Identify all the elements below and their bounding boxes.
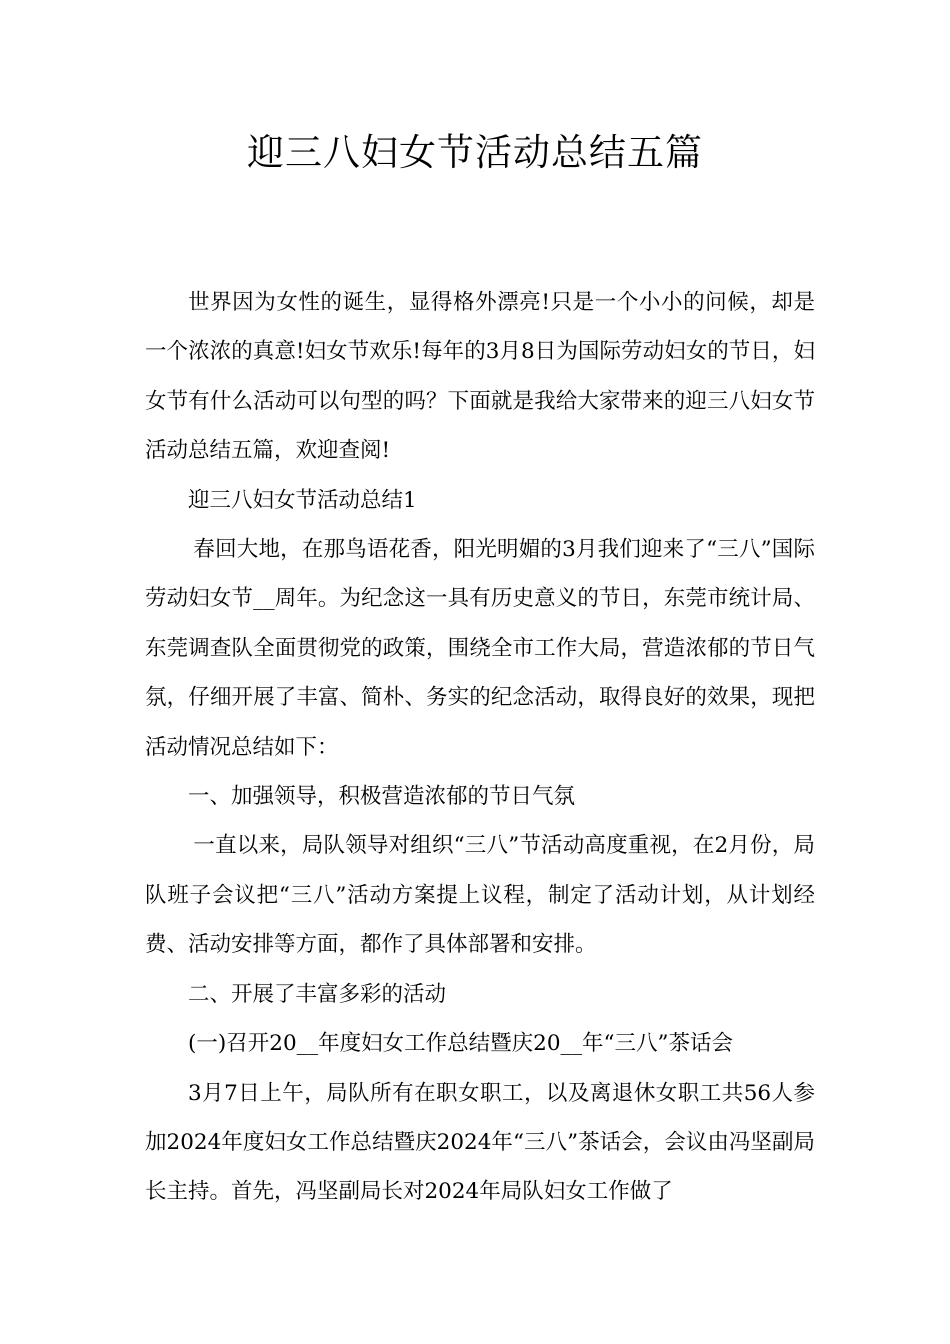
paragraph-spring: 春回大地，在那鸟语花香，阳光明媚的3月我们迎来了“三八”国际劳动妇女节__周年。为纪念这一具有历史意义的节日，东莞市统计局、东莞调查队全面贯彻党的政策，围绕全市工作大局，营造浓郁的节日气氛，仔细开展了丰富、简朴、务实的纪念活动，取得良好的效果，现把活动情况总结如下： [145, 537, 815, 760]
section-heading-leadership: 一、加强领导，积极营造浓郁的节日气氛 [188, 784, 576, 810]
paragraph-tea-party: 3月7日上午，局队所有在职女职工，以及离退休女职工共56人参加2024年度妇女工作总结暨庆2024年“三八”茶话会，会议由冯坚副局长主持。首先，冯坚副局长对2024年局队妇女工作做了 [145, 1080, 815, 1205]
document-title: 迎三八妇女节活动总结五篇 [247, 131, 703, 174]
section-heading-summary-1: 迎三八妇女节活动总结1 [188, 487, 417, 513]
subheading-tea-party: (一)召开20__年度妇女工作总结暨庆20__年“三八”茶话会 [188, 1031, 733, 1057]
paragraph-leadership: 一直以来，局队领导对组织“三八”节活动高度重视，在2月份，局队班子会议把“三八”活动方案提上议程，制定了活动计划，从计划经费、活动安排等方面，都作了具体部署和安排。 [145, 833, 815, 958]
paragraph-intro: 世界因为女性的诞生，显得格外漂亮!只是一个小小的问候，却是一个浓浓的真意!妇女节欢乐!每年的3月8日为国际劳动妇女的节日，妇女节有什么活动可以句型的吗？下面就是我给大家带来的迎三八妇女节活动总结五篇，欢迎查阅! [145, 290, 815, 464]
section-heading-activities: 二、开展了丰富多彩的活动 [188, 981, 447, 1007]
document-body [145, 278, 815, 1217]
